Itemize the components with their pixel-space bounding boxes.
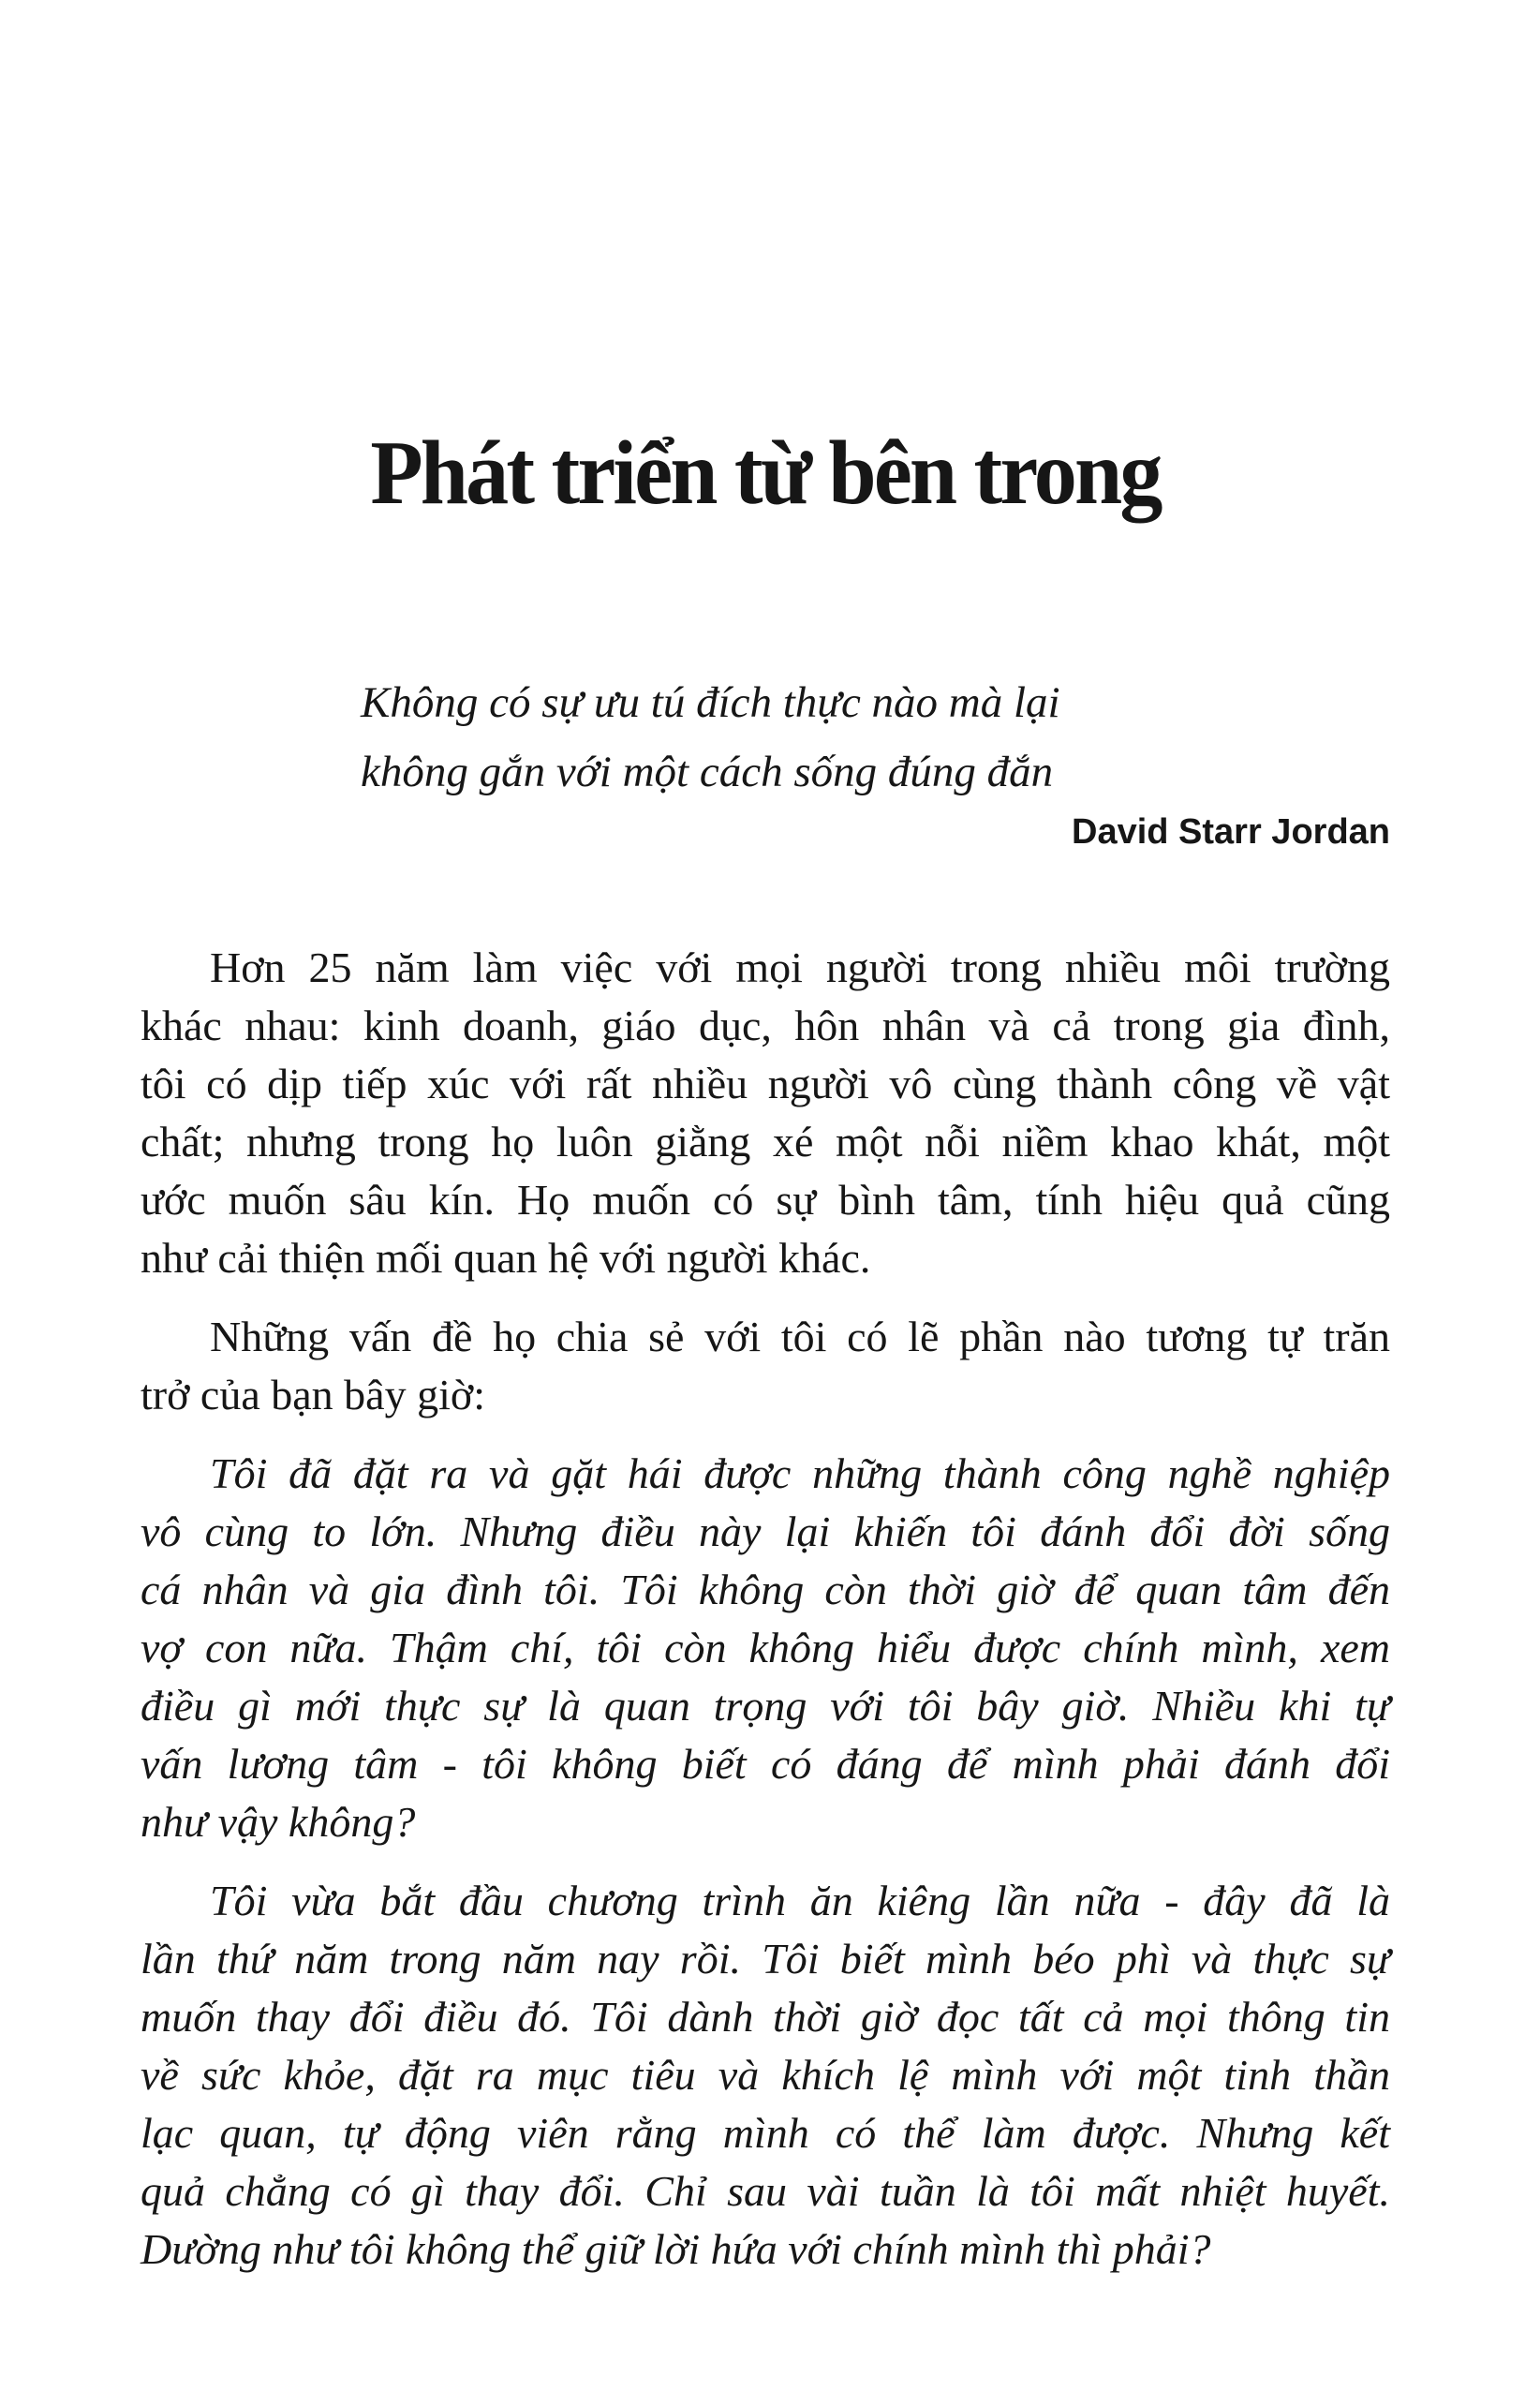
- body-line: vô cùng to lớn. Nhưng điều này lại khiến tôi đánh đổi đời sống: [141, 1507, 1390, 1555]
- body-line: tôi có dịp tiếp xúc với rất nhiều người vô cùng thành công về vật: [141, 1060, 1390, 1107]
- body-line: như cải thiện mối quan hệ với người khác.: [141, 1234, 871, 1282]
- body-line: Tôi đã đặt ra và gặt hái được những thành công nghề nghiệp: [210, 1449, 1390, 1497]
- body-line: quả chẳng có gì thay đổi. Chỉ sau vài tuần là tôi mất nhiệt huyết.: [141, 2167, 1390, 2215]
- body-line: muốn thay đổi điều đó. Tôi dành thời giờ đọc tất cả mọi thông tin: [141, 1993, 1390, 2041]
- body-text: [141, 939, 1390, 2279]
- paragraph-italic: [141, 1872, 1390, 2279]
- body-line: như vậy không?: [141, 1798, 416, 1846]
- body-line: chất; nhưng trong họ luôn giằng xé một nỗi niềm khao khát, một: [141, 1118, 1390, 1166]
- epigraph-line: Không có sự ưu tú đích thực nào mà lại: [361, 678, 1060, 727]
- body-line: lần thứ năm trong năm nay rồi. Tôi biết mình béo phì và thực sự: [141, 1935, 1390, 1983]
- body-line: trở của bạn bây giờ:: [141, 1371, 485, 1418]
- epigraph-line: không gắn với một cách sống đúng đắn: [361, 748, 1054, 796]
- body-line: vấn lương tâm - tôi không biết có đáng để mình phải đánh đổi: [141, 1740, 1390, 1788]
- text-column: [141, 0, 1390, 2279]
- epigraph: [141, 668, 1390, 807]
- body-line: cá nhân và gia đình tôi. Tôi không còn thời giờ để quan tâm đến: [141, 1566, 1390, 1613]
- paragraph: [141, 1308, 1390, 1424]
- body-line: vợ con nữa. Thậm chí, tôi còn không hiểu được chính mình, xem: [141, 1624, 1390, 1671]
- body-line: về sức khỏe, đặt ra mục tiêu và khích lệ mình với một tinh thần: [141, 2051, 1390, 2099]
- body-line: lạc quan, tự động viên rằng mình có thể làm được. Nhưng kết: [141, 2109, 1390, 2157]
- body-line: Hơn 25 năm làm việc với mọi người trong nhiều môi trường: [210, 943, 1390, 991]
- paragraph-italic: [141, 1445, 1390, 1851]
- body-line: Tôi vừa bắt đầu chương trình ăn kiêng lần nữa - đây đã là: [210, 1877, 1390, 1924]
- paragraph: [141, 939, 1390, 1287]
- body-line: khác nhau: kinh doanh, giáo dục, hôn nhân và cả trong gia đình,: [141, 1002, 1390, 1049]
- body-line: ước muốn sâu kín. Họ muốn có sự bình tâm, tính hiệu quả cũng: [141, 1176, 1390, 1224]
- body-line: Những vấn đề họ chia sẻ với tôi có lẽ phần nào tương tự trăn: [210, 1313, 1390, 1360]
- epigraph-attribution: David Starr Jordan: [1072, 812, 1390, 852]
- body-line: điều gì mới thực sự là quan trọng với tôi bây giờ. Nhiều khi tự: [141, 1682, 1390, 1730]
- body-line: Dường như tôi không thể giữ lời hứa với chính mình thì phải?: [141, 2225, 1211, 2273]
- chapter-title: Phát triển từ bên trong: [370, 423, 1161, 524]
